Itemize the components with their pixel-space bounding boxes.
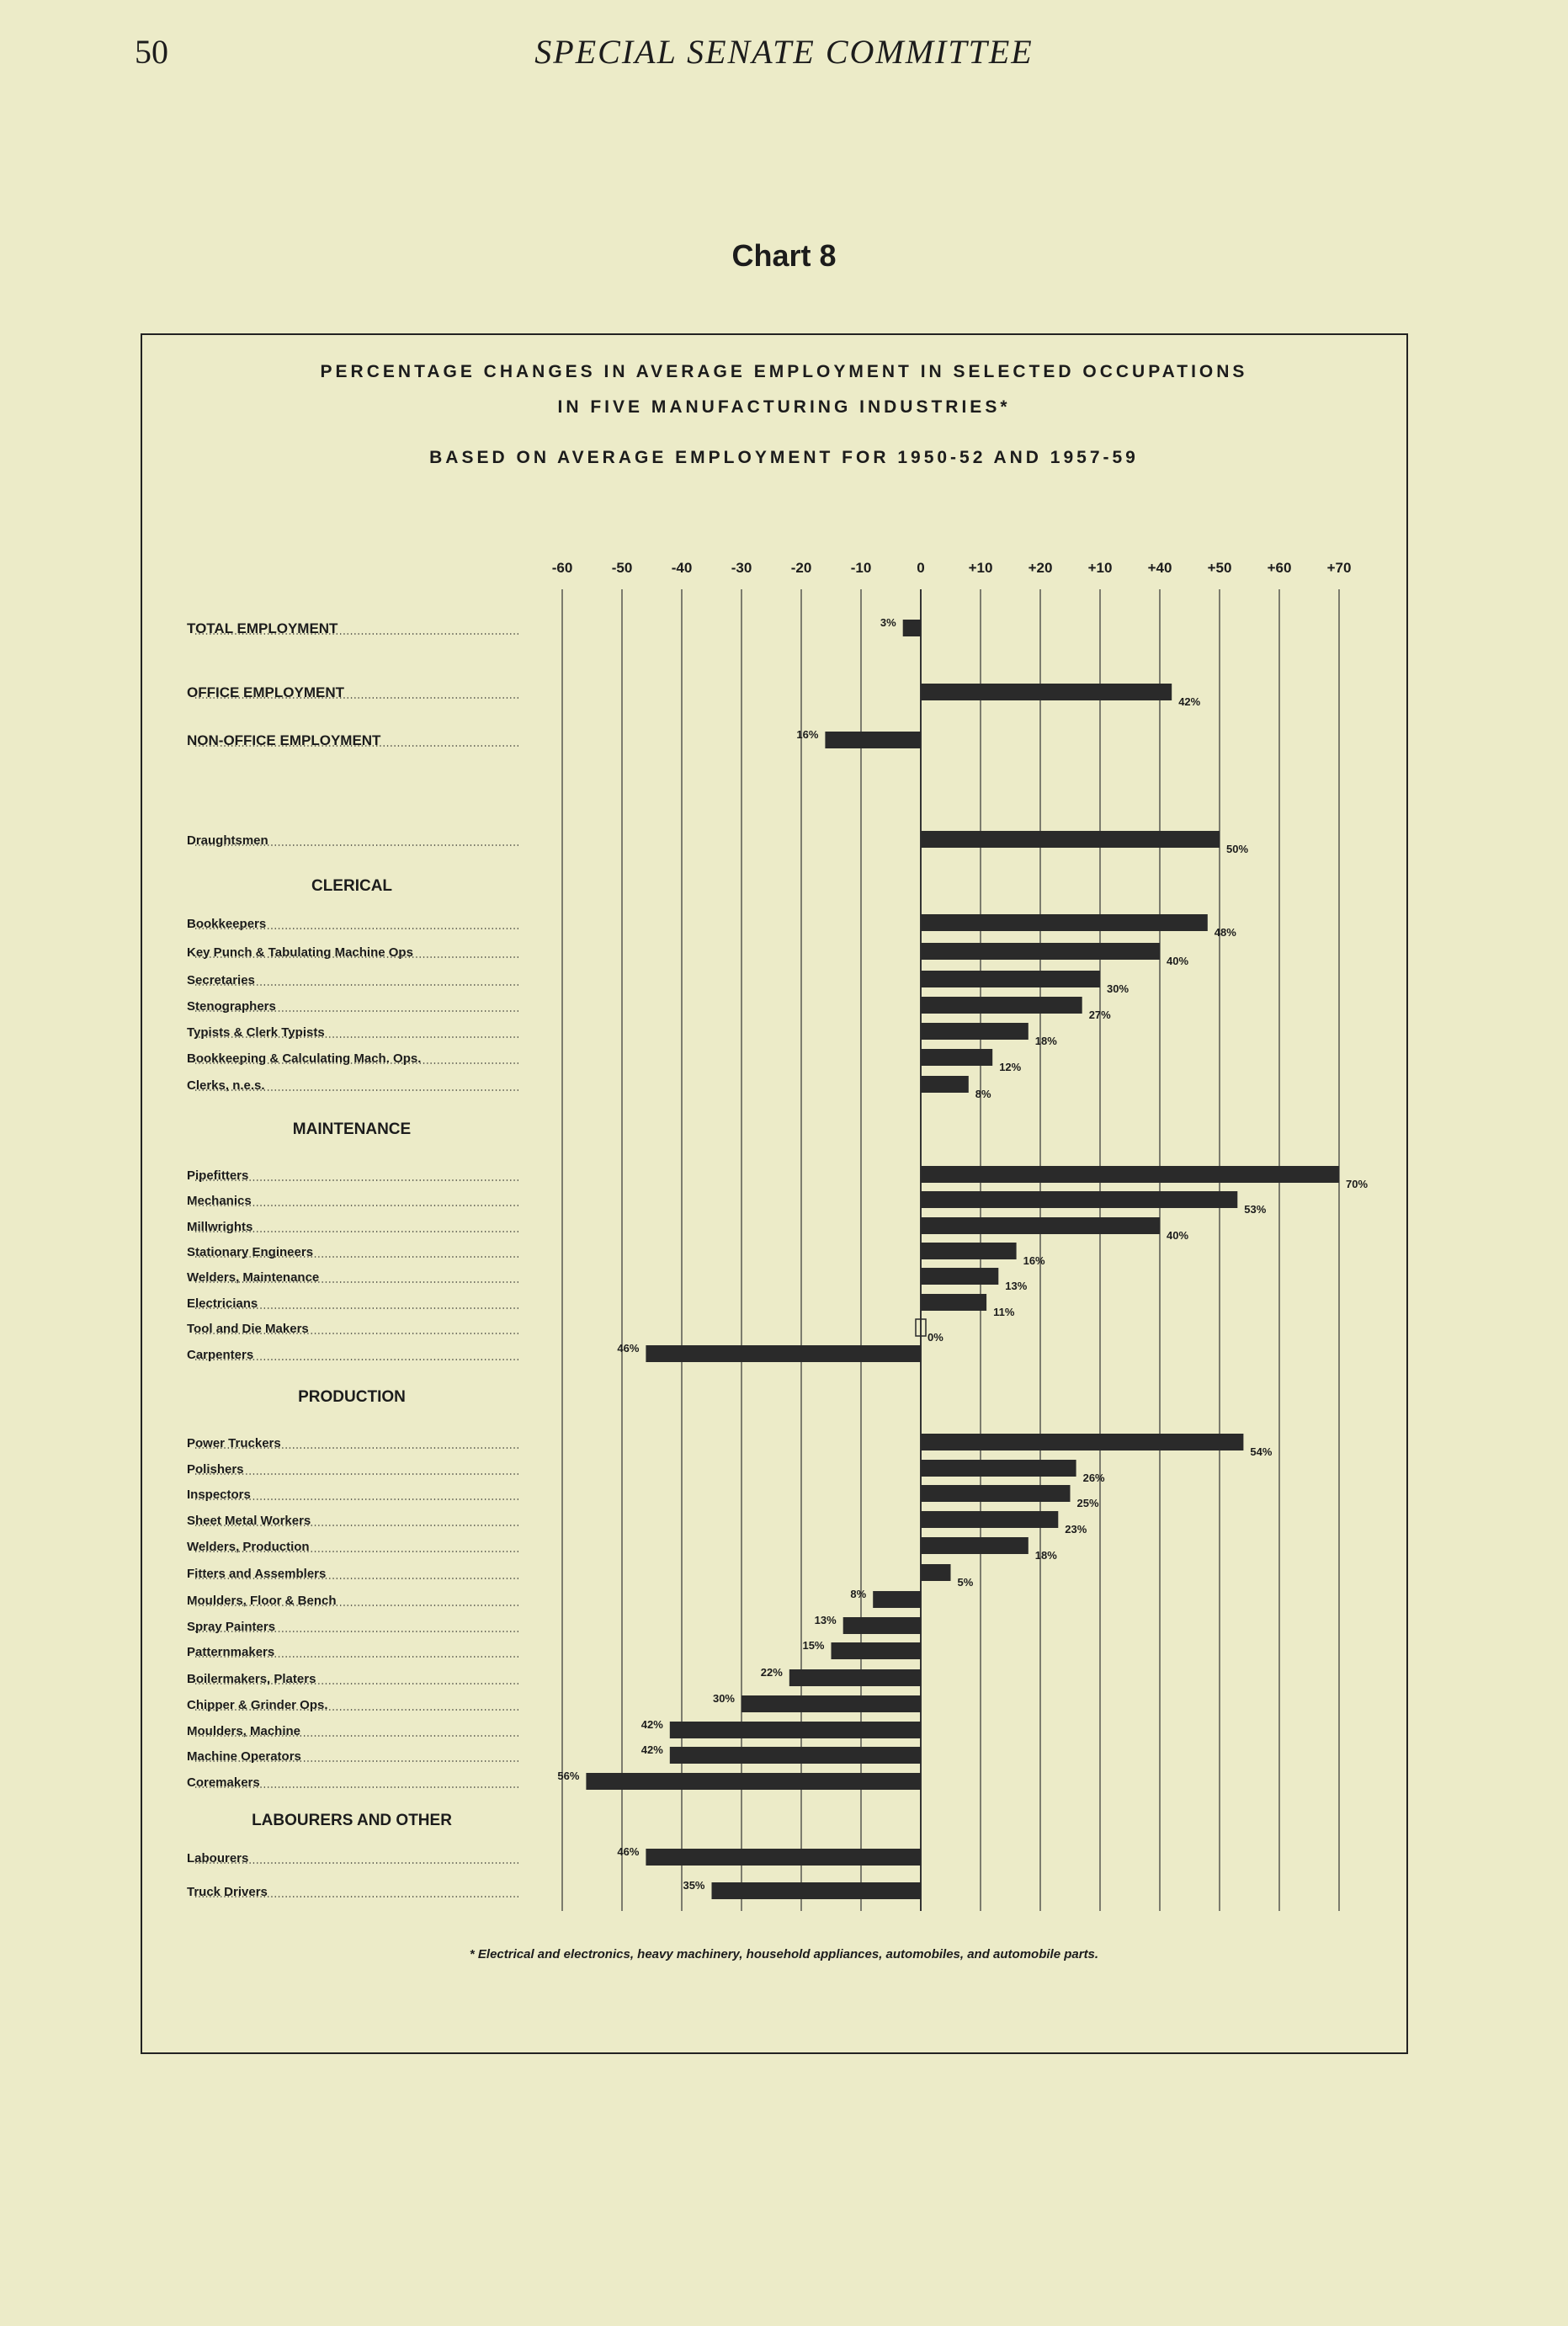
data-label: 40% xyxy=(1167,1229,1189,1242)
data-label: 30% xyxy=(1107,982,1129,995)
category-label: Draughtsmen xyxy=(187,833,268,848)
category-label: Clerks, n.e.s. xyxy=(187,1078,265,1093)
category-label: Truck Drivers xyxy=(187,1885,268,1899)
data-label: 53% xyxy=(1244,1203,1267,1216)
category-label: Mechanics xyxy=(187,1194,252,1208)
chart-title: PERCENTAGE CHANGES IN AVERAGE EMPLOYMENT IN SELECTED OCCUPATIONS xyxy=(320,362,1248,381)
bar xyxy=(921,1217,1160,1234)
bar xyxy=(921,831,1220,848)
data-label: 8% xyxy=(975,1088,991,1100)
data-label: 25% xyxy=(1076,1497,1099,1509)
bar xyxy=(921,1485,1071,1502)
bar xyxy=(921,1537,1029,1554)
bar xyxy=(921,914,1208,931)
data-label: 26% xyxy=(1082,1472,1105,1484)
data-label: 42% xyxy=(640,1718,663,1731)
category-label: TOTAL EMPLOYMENT xyxy=(187,620,338,636)
bar xyxy=(921,943,1160,960)
data-label: 3% xyxy=(880,616,896,629)
category-label: Labourers xyxy=(187,1851,249,1866)
x-tick-label: +40 xyxy=(1147,560,1172,576)
category-label: Patternmakers xyxy=(187,1645,275,1659)
data-label: 18% xyxy=(1034,1035,1057,1047)
category-label: Polishers xyxy=(187,1462,244,1477)
bar xyxy=(670,1747,921,1764)
category-label: Machine Operators xyxy=(187,1749,301,1764)
category-label: Bookkeeping & Calculating Mach. Ops. xyxy=(187,1051,422,1066)
bar xyxy=(921,1191,1237,1208)
x-tick-label: +20 xyxy=(1028,560,1053,576)
group-heading: LABOURERS AND OTHER xyxy=(252,1812,452,1829)
category-label: Spray Painters xyxy=(187,1620,276,1634)
category-label: Sheet Metal Workers xyxy=(187,1514,311,1528)
data-label: 12% xyxy=(999,1061,1022,1073)
data-label: 50% xyxy=(1226,843,1249,855)
x-tick-label: -10 xyxy=(850,560,872,576)
bar xyxy=(712,1882,922,1899)
bar xyxy=(921,1166,1339,1183)
bar xyxy=(921,684,1172,700)
running-head: SPECIAL SENATE COMMITTEE xyxy=(534,33,1034,71)
data-label: 15% xyxy=(802,1639,825,1652)
data-label: 48% xyxy=(1214,926,1236,939)
data-label: 35% xyxy=(683,1879,705,1892)
group-heading: MAINTENANCE xyxy=(292,1120,412,1138)
data-label: 13% xyxy=(1005,1280,1028,1292)
data-label: 8% xyxy=(850,1588,867,1600)
x-tick-label: +10 xyxy=(968,560,993,576)
x-tick-label: -50 xyxy=(611,560,633,576)
category-label: Welders, Production xyxy=(187,1540,310,1554)
bar xyxy=(921,1564,951,1581)
group-heading: CLERICAL xyxy=(311,877,393,895)
bar xyxy=(921,1049,992,1066)
x-tick-label: -30 xyxy=(731,560,752,576)
chart-title-line2: IN FIVE MANUFACTURING INDUSTRIES* xyxy=(557,397,1011,417)
data-label: 56% xyxy=(557,1770,580,1782)
bar xyxy=(832,1642,922,1659)
category-label: Boilermakers, Platers xyxy=(187,1672,316,1686)
data-label: 5% xyxy=(957,1576,974,1589)
category-label: Bookkeepers xyxy=(187,917,267,931)
category-label: Coremakers xyxy=(187,1775,260,1790)
x-tick-label: +10 xyxy=(1087,560,1113,576)
category-label: Chipper & Grinder Ops. xyxy=(187,1698,328,1712)
x-tick-label: -20 xyxy=(790,560,812,576)
category-label: Stationary Engineers xyxy=(187,1245,314,1259)
bar xyxy=(921,1023,1029,1040)
data-label: 70% xyxy=(1346,1178,1369,1190)
bar xyxy=(670,1722,921,1738)
bar xyxy=(921,1434,1243,1450)
category-label: Welders, Maintenance xyxy=(187,1270,320,1285)
chart-number-heading: Chart 8 xyxy=(731,238,837,273)
data-label: 40% xyxy=(1167,955,1189,967)
category-label: Fitters and Assemblers xyxy=(187,1567,327,1581)
category-label: Electricians xyxy=(187,1296,258,1311)
data-label: 46% xyxy=(617,1845,640,1858)
data-label: 30% xyxy=(712,1692,735,1705)
data-label: 13% xyxy=(814,1614,837,1626)
category-label: Inspectors xyxy=(187,1488,251,1502)
category-label: Tool and Die Makers xyxy=(187,1322,309,1336)
data-label: 16% xyxy=(1023,1254,1045,1267)
category-label: Typists & Clerk Typists xyxy=(187,1025,325,1040)
bar xyxy=(921,1511,1058,1528)
bar xyxy=(903,620,921,636)
data-label: 16% xyxy=(796,728,819,741)
category-label: Stenographers xyxy=(187,999,276,1014)
data-label: 42% xyxy=(1178,695,1201,708)
bar xyxy=(921,1268,998,1285)
category-label: Carpenters xyxy=(187,1348,254,1362)
group-heading: PRODUCTION xyxy=(298,1388,406,1406)
category-label: Moulders, Machine xyxy=(187,1724,301,1738)
bar xyxy=(873,1591,921,1608)
bar xyxy=(921,997,1082,1014)
x-tick-label: +70 xyxy=(1326,560,1352,576)
data-label: 22% xyxy=(760,1666,783,1679)
bar xyxy=(586,1773,921,1790)
bar xyxy=(843,1617,921,1634)
category-label: Power Truckers xyxy=(187,1436,281,1450)
x-tick-label: +50 xyxy=(1207,560,1232,576)
category-label: NON-OFFICE EMPLOYMENT xyxy=(187,732,381,748)
data-label: 27% xyxy=(1088,1009,1111,1021)
bar xyxy=(646,1849,921,1866)
category-label: OFFICE EMPLOYMENT xyxy=(187,684,344,700)
category-label: Key Punch & Tabulating Machine Ops xyxy=(187,945,413,960)
bar xyxy=(921,1460,1076,1477)
chart-subtitle: BASED ON AVERAGE EMPLOYMENT FOR 1950-52 AND 1957-59 xyxy=(429,448,1139,467)
x-tick-label: 0 xyxy=(917,560,925,576)
data-label: 46% xyxy=(617,1342,640,1355)
category-label: Millwrights xyxy=(187,1220,253,1234)
bar xyxy=(789,1669,921,1686)
bar xyxy=(921,1243,1017,1259)
data-label: 0% xyxy=(928,1331,943,1344)
x-tick-label: -60 xyxy=(551,560,573,576)
bar xyxy=(921,971,1100,987)
bar xyxy=(921,1294,986,1311)
bar xyxy=(825,732,921,748)
bar xyxy=(741,1695,921,1712)
bar xyxy=(646,1345,921,1362)
category-label: Secretaries xyxy=(187,973,255,987)
data-label: 42% xyxy=(640,1743,663,1756)
category-label: Pipefitters xyxy=(187,1168,249,1183)
bar xyxy=(921,1076,969,1093)
chart-footnote: * Electrical and electronics, heavy machinery, household appliances, automobiles, and automobile parts. xyxy=(469,1947,1099,1961)
data-label: 54% xyxy=(1250,1445,1273,1458)
data-label: 11% xyxy=(993,1306,1015,1318)
data-label: 18% xyxy=(1034,1549,1057,1562)
x-tick-label: -40 xyxy=(671,560,693,576)
data-label: 23% xyxy=(1065,1523,1087,1536)
page-number: 50 xyxy=(135,33,168,71)
x-tick-label: +60 xyxy=(1267,560,1292,576)
category-label: Moulders, Floor & Bench xyxy=(187,1594,337,1608)
